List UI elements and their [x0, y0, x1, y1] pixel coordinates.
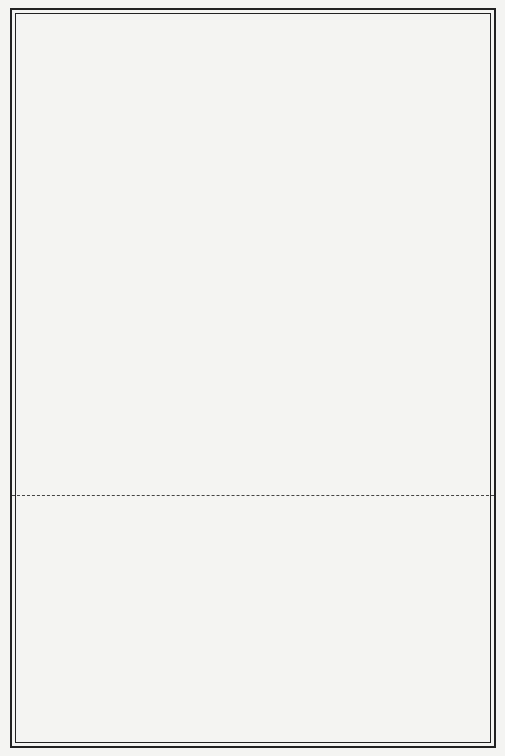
scripture-page [10, 8, 496, 748]
lower-text-block [18, 508, 488, 743]
upper-text-block [18, 16, 488, 486]
section-divider [12, 495, 494, 496]
